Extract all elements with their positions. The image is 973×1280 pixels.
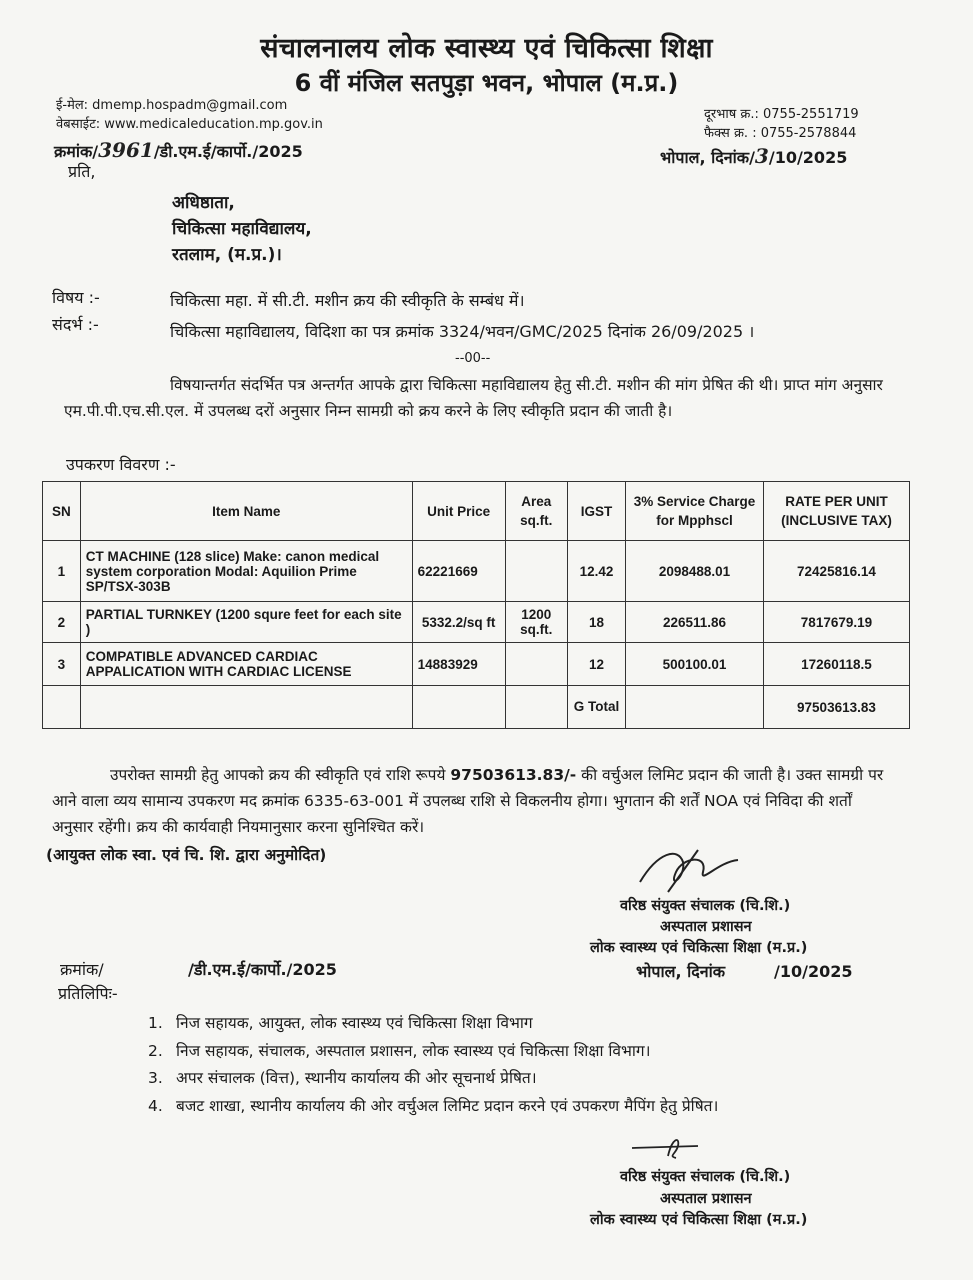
list-number: 2. <box>148 1042 163 1060</box>
cell-empty <box>412 686 505 729</box>
cell-unit-price: 62221669 <box>412 541 505 602</box>
cell-empty <box>505 686 567 729</box>
reference-label: संदर्भ :- <box>52 315 99 334</box>
cell-area <box>505 643 567 686</box>
reference-date <box>660 144 847 168</box>
list-text: बजट शाखा, स्थानीय कार्यालय की ओर वर्चुअल लिमिट प्रदान करने एवं उपकरण मैपिंग हेतु प्रेषित। <box>176 1097 719 1115</box>
cell-rate: 17260118.5 <box>763 643 909 686</box>
phone-line: दूरभाष क्र.: 0755-2551719 <box>704 107 859 122</box>
table-row <box>43 541 910 602</box>
col-area: Area sq.ft. <box>505 482 567 541</box>
list-item <box>148 1011 533 1033</box>
subject-label: विषय :- <box>52 288 100 307</box>
list-text: अपर संचालक (वित्त), स्थानीय कार्यालय की ओर सूचनार्थ प्रेषित। <box>176 1069 537 1087</box>
reference-text: चिकित्सा महाविद्यालय, विदिशा का पत्र क्रमांक 3324/भवन/GMC/2025 दिनांक 26/09/2025 । <box>170 322 755 341</box>
total-value: 97503613.83 <box>763 686 909 729</box>
date-suffix: /10/2025 <box>768 148 848 167</box>
date-handwritten: 3 <box>754 144 769 168</box>
cell-unit-price: 5332.2/sq ft <box>412 602 505 643</box>
cell-service-charge: 226511.86 <box>626 602 764 643</box>
table-total-row <box>43 686 910 729</box>
list-item <box>148 1066 537 1088</box>
to-label: प्रति, <box>68 162 96 181</box>
addressee-line2: चिकित्सा महाविद्यालय, <box>172 219 312 239</box>
signature-mark <box>628 842 748 898</box>
equipment-label: उपकरण विवरण :- <box>66 455 176 474</box>
list-number: 1. <box>148 1014 163 1032</box>
copy-ref-label: क्रमांक/ <box>60 960 104 979</box>
col-rate-per-unit: RATE PER UNIT (INCLUSIVE TAX) <box>763 482 909 541</box>
table-header-row <box>43 482 910 541</box>
signature-initial-mark <box>628 1132 708 1162</box>
closing-text-2: की वर्चुअल लिमिट प्रदान की जाती है। उक्त सामग्री पर आने वाला व्यय सामान्य उपकरण मद क्रमांक 6335-63-001 में उपलब्ध राशि से विकलनीय होगा। भुगतान की शर्तें NOA एवं निविदा की शर्तों अनुसार रहेंगी। क्रय की कार्यवाही नियमानुसार करना सुनिश्चित करें। <box>52 766 884 836</box>
list-text: निज सहायक, संचालक, अस्पताल प्रशासन, लोक स्वास्थ्य एवं चिकित्सा शिक्षा विभाग। <box>176 1042 651 1060</box>
closing-text-1: उपरोक्त सामग्री हेतु आपको क्रय की स्वीकृति एवं राशि रूपये <box>110 766 446 784</box>
cell-service-charge: 500100.01 <box>626 643 764 686</box>
intro-paragraph: विषयान्तर्गत संदर्भित पत्र अन्तर्गत आपके द्वारा चिकित्सा महाविद्यालय हेतु सी.टी. मशीन की मांग प्रेषित की थी। प्राप्त मांग अनुसार एम.पी.पी.एच.सी.एल. में उपलब्ध दरों अनुसार निम्न सामग्री को क्रय करने के लिए स्वीकृति प्रदान की जाती है। <box>64 376 883 420</box>
signatory1-office: लोक स्वास्थ्य एवं चिकित्सा शिक्षा (म.प्र.) <box>590 940 808 956</box>
list-number: 3. <box>148 1069 163 1087</box>
fax-line: फैक्स क्र. : 0755-2578844 <box>704 126 857 141</box>
separator: --00-- <box>455 351 491 366</box>
office-address: 6 वीं मंजिल सतपुड़ा भवन, भोपाल (म.प्र.) <box>294 69 679 97</box>
addressee-line3: रतलाम, (म.प्र.)। <box>172 245 282 265</box>
website-line: वेबसाईट: www.medicaleducation.mp.gov.in <box>56 117 323 132</box>
list-number: 4. <box>148 1097 163 1115</box>
cell-empty <box>43 686 81 729</box>
signatory2-office: लोक स्वास्थ्य एवं चिकित्सा शिक्षा (म.प्र.) <box>590 1212 808 1228</box>
ref-suffix: /डी.एम.ई/कार्पो./2025 <box>153 142 303 161</box>
signatory1-department: अस्पताल प्रशासन <box>660 919 752 935</box>
cell-area <box>505 541 567 602</box>
cell-empty <box>80 686 412 729</box>
total-label: G Total <box>567 686 625 729</box>
cell-item: PARTIAL TURNKEY (1200 squre feet for each site ) <box>80 602 412 643</box>
table-row <box>43 602 910 643</box>
office-title: संचालनालय लोक स्वास्थ्य एवं चिकित्सा शिक्षा <box>260 33 713 64</box>
col-igst: IGST <box>567 482 625 541</box>
copy-ref-suffix: /डी.एम.ई/कार्पो./2025 <box>188 960 337 979</box>
signatory1-designation: वरिष्ठ संयुक्त संचालक (चि.शि.) <box>620 898 791 914</box>
signatory2-designation: वरिष्ठ संयुक्त संचालक (चि.शि.) <box>620 1169 791 1185</box>
sanctioned-amount: 97503613.83/- <box>450 766 577 784</box>
cell-item: COMPATIBLE ADVANCED CARDIAC APPALICATION WITH CARDIAC LICENSE <box>80 643 412 686</box>
cell-unit-price: 14883929 <box>412 643 505 686</box>
list-item <box>148 1094 718 1116</box>
equipment-table <box>42 481 910 729</box>
cell-empty <box>626 686 764 729</box>
copy-ref-date-label: भोपाल, दिनांक <box>636 962 726 981</box>
table-row <box>43 643 910 686</box>
addressee-line1: अधिष्ठाता, <box>172 193 235 213</box>
list-item <box>148 1039 651 1061</box>
col-unit-price: Unit Price <box>412 482 505 541</box>
date-label: भोपाल, दिनांक/ <box>660 148 755 167</box>
signatory2-department: अस्पताल प्रशासन <box>660 1191 752 1207</box>
cell-rate: 7817679.19 <box>763 602 909 643</box>
copy-label: प्रतिलिपिः- <box>58 984 118 1003</box>
cell-sn: 2 <box>43 602 81 643</box>
email-line: ई-मेल: dmemp.hospadm@gmail.com <box>56 98 288 113</box>
cell-igst: 12 <box>567 643 625 686</box>
reference-number <box>54 138 303 162</box>
cell-area: 1200 sq.ft. <box>505 602 567 643</box>
col-sn: SN <box>43 482 81 541</box>
col-item-name: Item Name <box>80 482 412 541</box>
cell-service-charge: 2098488.01 <box>626 541 764 602</box>
approval-note: (आयुक्त लोक स्वा. एवं चि. शि. द्वारा अनुमोदित) <box>46 846 327 864</box>
cell-item: CT MACHINE (128 slice) Make: canon medical system corporation Modal: Aquilion Prime SP/TSX-303B <box>80 541 412 602</box>
copy-ref-date: /10/2025 <box>774 962 853 981</box>
cell-sn: 3 <box>43 643 81 686</box>
cell-igst: 18 <box>567 602 625 643</box>
cell-igst: 12.42 <box>567 541 625 602</box>
ref-label: क्रमांक/ <box>54 142 99 161</box>
cell-rate: 72425816.14 <box>763 541 909 602</box>
col-service-charge: 3% Service Charge for Mpphscl <box>626 482 764 541</box>
cell-sn: 1 <box>43 541 81 602</box>
ref-handwritten-number: 3961 <box>98 138 154 162</box>
closing-paragraph <box>52 762 897 840</box>
list-text: निज सहायक, आयुक्त, लोक स्वास्थ्य एवं चिकित्सा शिक्षा विभाग <box>176 1014 533 1032</box>
subject-text: चिकित्सा महा. में सी.टी. मशीन क्रय की स्वीकृति के सम्बंध में। <box>170 291 525 310</box>
